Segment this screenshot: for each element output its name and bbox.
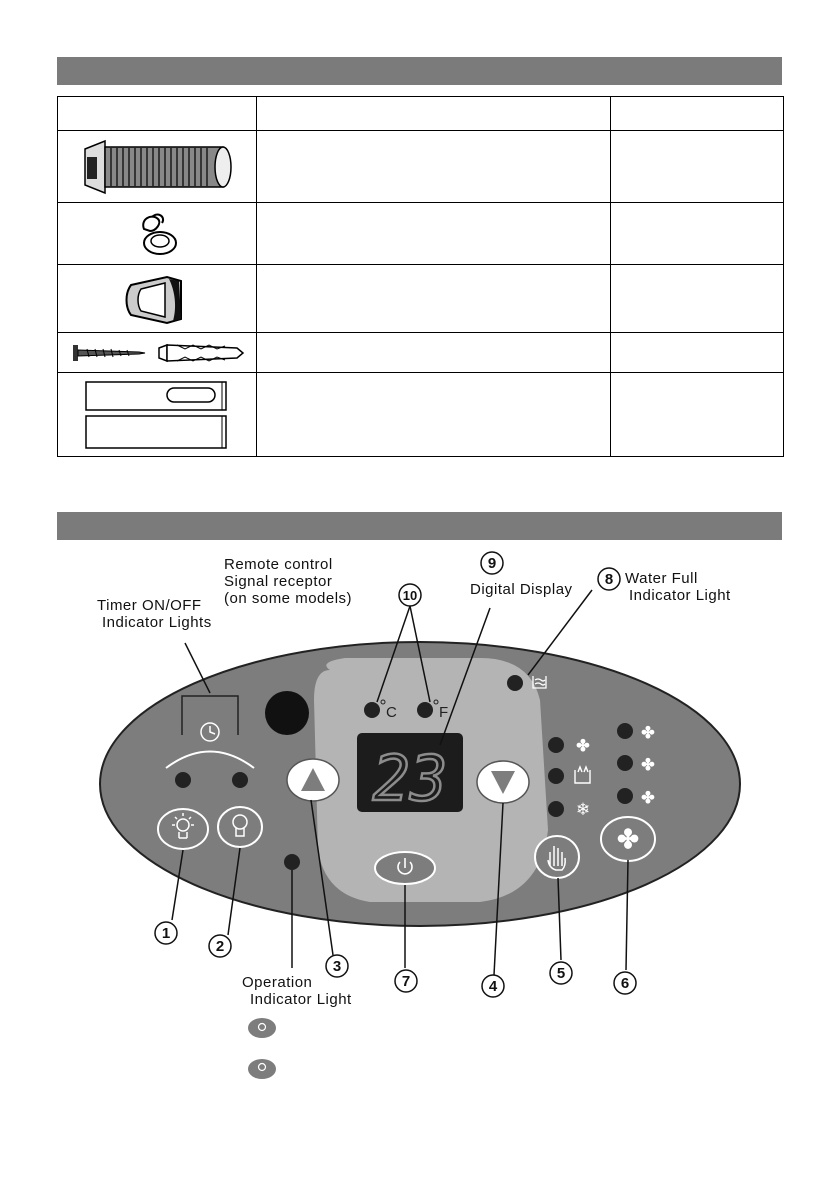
fan-low-icon: ✤ <box>641 790 655 807</box>
fan-mode-indicator-light <box>548 737 564 753</box>
callout-number: 5 <box>556 965 566 982</box>
callout-number: 1 <box>161 925 171 942</box>
fahrenheit-label: F <box>439 704 449 721</box>
fan-high-icon: ✤ <box>641 725 655 742</box>
callout-number: 3 <box>332 958 342 975</box>
power-button[interactable] <box>375 852 435 884</box>
mode-button[interactable] <box>535 836 579 878</box>
celsius-label: C <box>386 704 397 721</box>
operation-indicator-light <box>284 854 300 870</box>
timer-label: Timer ON/OFF Indicator Lights <box>97 597 212 631</box>
fan-low-indicator-light <box>617 788 633 804</box>
fan-medium-icon: ✤ <box>641 757 655 774</box>
callout-number: 7 <box>401 973 411 990</box>
remote-control-label: Remote control Signal receptor (on some models) <box>224 556 353 607</box>
fan-high-indicator-light <box>617 723 633 739</box>
callout-number: 9 <box>487 555 497 572</box>
callout-number: 6 <box>620 975 630 992</box>
display-value: 23 <box>372 742 448 815</box>
callout-number: 8 <box>604 571 614 588</box>
timer-off-button[interactable] <box>218 807 262 847</box>
remote-receptor <box>265 691 309 735</box>
timer-on-indicator-light <box>175 772 191 788</box>
fahrenheit-indicator-light <box>417 702 433 718</box>
legend-timer-on-icon <box>248 1018 276 1038</box>
celsius-indicator-light <box>364 702 380 718</box>
snowflake-icon: ❄ <box>575 800 591 819</box>
timer-on-button[interactable] <box>158 809 208 849</box>
dry-mode-indicator-light <box>548 768 564 784</box>
fan-medium-indicator-light <box>617 755 633 771</box>
cool-mode-indicator-light <box>548 801 564 817</box>
temp-up-button[interactable] <box>287 759 339 801</box>
legend-timer-off-icon <box>248 1059 276 1079</box>
temp-down-button[interactable] <box>477 761 529 803</box>
water-full-label: Water Full Indicator Light <box>625 570 731 604</box>
water-full-indicator-light <box>507 675 523 691</box>
operation-indicator-label: Operation Indicator Light <box>242 974 352 1008</box>
fan-speed-button[interactable] <box>601 817 655 861</box>
timer-off-indicator-light <box>232 772 248 788</box>
digital-display-label: Digital Display <box>470 581 573 598</box>
fan-icon: ✤ <box>576 738 590 755</box>
callout-number: 2 <box>215 938 225 955</box>
fan-icon: ✤ <box>617 824 639 854</box>
callout-number: 4 <box>488 978 498 995</box>
callout-number: 10 <box>402 588 418 603</box>
